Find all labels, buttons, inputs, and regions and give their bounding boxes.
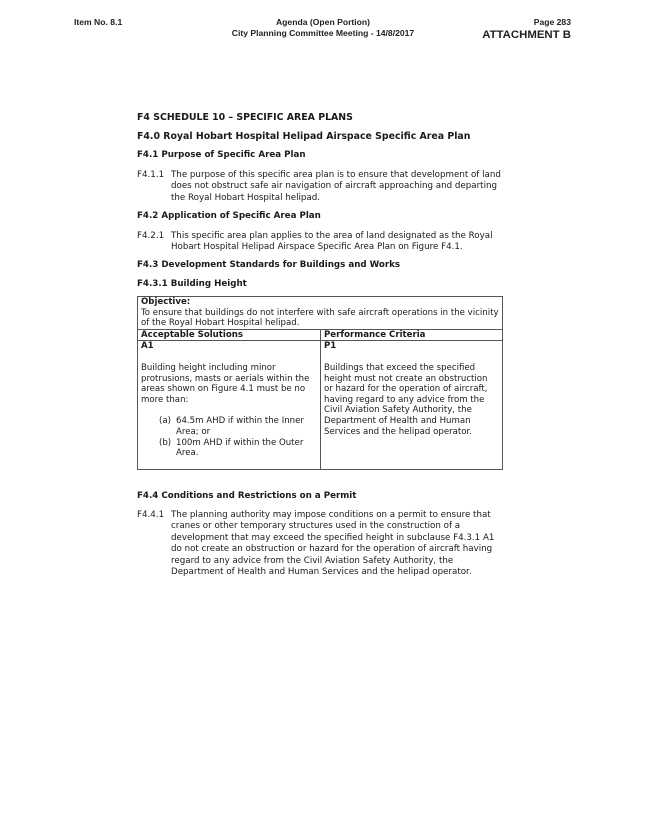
objective-label: Objective: (141, 297, 191, 307)
standards-heading: F4.3 Development Standards for Buildings and Works (137, 260, 401, 270)
plan-heading: F4.0 Royal Hobart Hospital Helipad Airspace Specific Area Plan (137, 131, 471, 142)
height-heading: F4.3.1 Building Height (137, 279, 247, 289)
clause-number: F4.1.1 (137, 170, 165, 180)
acceptable-solutions-header: Acceptable Solutions (138, 329, 321, 341)
page-header-right (482, 17, 571, 42)
purpose-clause (137, 170, 505, 204)
performance-criteria-cell (321, 341, 503, 470)
list-item-text: 64.5m AHD if within the Inner Area; or (176, 416, 304, 437)
agenda-title: Agenda (Open Portion) (275, 17, 371, 27)
standard-row (138, 341, 503, 470)
objective-text: To ensure that buildings do not interfere with safe aircraft operations in the vicinity of the Royal Hobart Hospital helipad. (141, 307, 499, 329)
list-item (159, 438, 317, 459)
purpose-heading: F4.1 Purpose of Specific Area Plan (137, 150, 306, 160)
clause-text: The planning authority may impose conditions on a permit to ensure that cranes or other temporary structures used in the construction of a development that may exceed the specified height in subclause F4.3.1 A1 do not create an obstruction or hazard for the operation of aircraft having regard to any advice from the Civil Aviation Safety Authority, the Department of Health and Human Services and the helipad operator. (171, 510, 495, 578)
page-number: Page 283 (533, 17, 571, 27)
application-heading: F4.2 Application of Specific Area Plan (137, 211, 321, 221)
application-clause (137, 231, 505, 254)
performance-criteria-header: Performance Criteria (321, 329, 503, 341)
attachment-label: ATTACHMENT B (482, 29, 571, 41)
p1-label: P1 (324, 341, 337, 352)
objective-row (138, 297, 503, 330)
column-header-row (138, 329, 503, 341)
a1-text: Building height including minor protrusions, masts or aerials within the areas shown on Figure 4.1 must be no more than: (141, 362, 310, 405)
objective-cell (138, 297, 503, 330)
a1-list (159, 416, 317, 458)
agenda-header (210, 17, 436, 39)
clause-text: This specific area plan applies to the area of land designated as the Royal Hobart Hospital Helipad Airspace Specific Area Plan on Figure F4.1. (171, 231, 493, 253)
list-item-text: 100m AHD if within the Outer Area. (176, 437, 304, 459)
clause-text: The purpose of this specific area plan is to ensure that development of land does not obstruct safe air navigation of aircraft approaching and departing the Royal Hobart Hospital helipad. (171, 170, 501, 203)
list-item-label: (a) (159, 416, 171, 427)
p1-text: Buildings that exceed the specified height must not create an obstruction or hazard for the operation of aircraft, having regard to any advice from the Civil Aviation Safety Authority, the Department of Health and Human Services and the helipad operator. (324, 362, 488, 437)
acceptable-solution-cell (138, 341, 321, 470)
clause-number: F4.4.1 (137, 510, 165, 520)
a1-label: A1 (141, 341, 154, 352)
list-item (159, 416, 317, 437)
list-item-label: (b) (159, 437, 172, 448)
building-height-table (137, 296, 503, 470)
meeting-title: City Planning Committee Meeting - 14/8/2017 (231, 28, 415, 38)
conditions-heading: F4.4 Conditions and Restrictions on a Permit (137, 491, 357, 501)
conditions-clause (137, 510, 505, 578)
item-number: Item No. 8.1 (74, 17, 123, 27)
schedule-heading: F4 SCHEDULE 10 – SPECIFIC AREA PLANS (137, 112, 353, 123)
clause-number: F4.2.1 (137, 231, 165, 241)
